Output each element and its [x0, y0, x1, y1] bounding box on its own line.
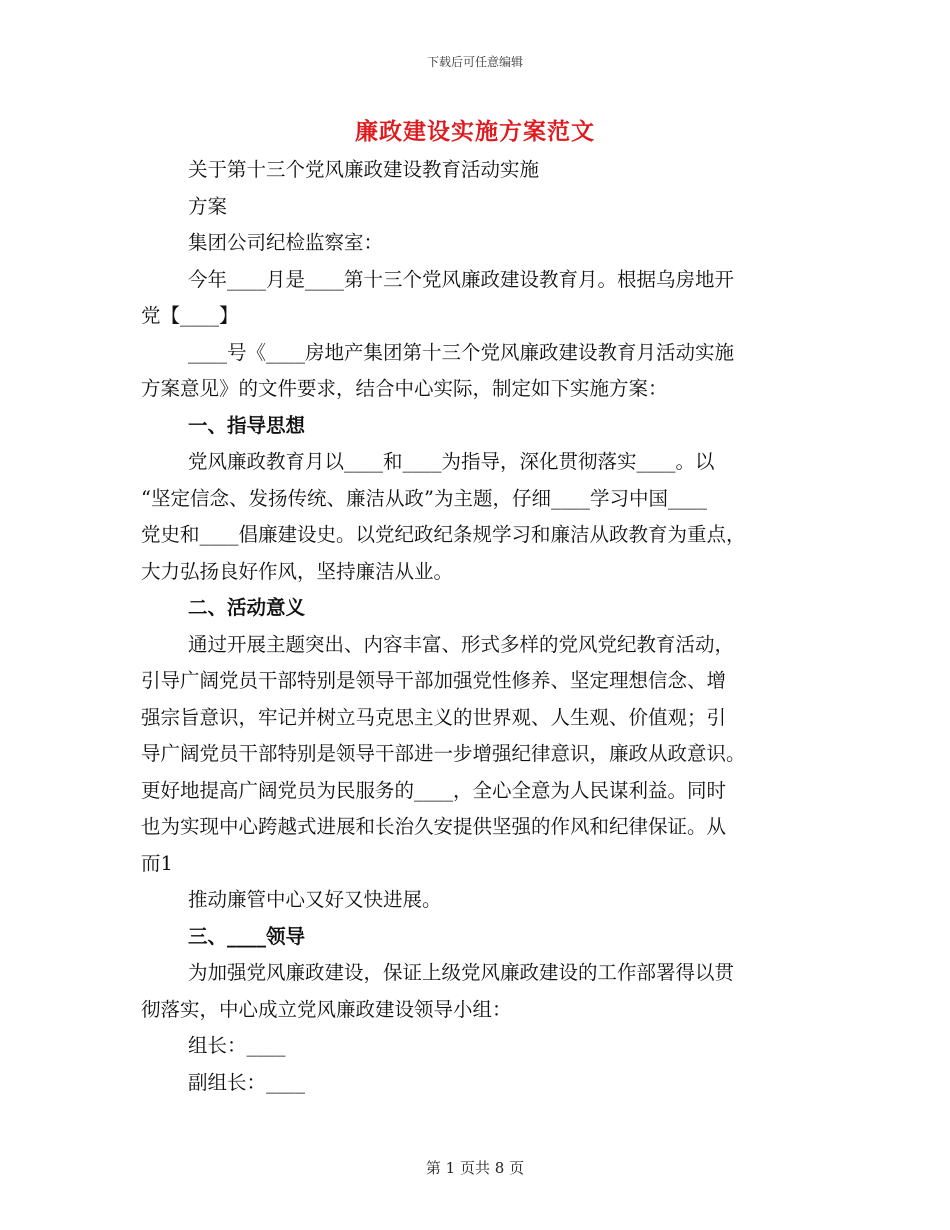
page-footer: 第 1 页共 8 页: [425, 1159, 525, 1177]
section-heading: 一、指导思想: [188, 413, 306, 437]
document-title: 廉政建设实施方案范文: [355, 118, 595, 145]
paragraph-line: 党【____】: [141, 304, 239, 327]
paragraph-line: 强宗旨意识，牢记并树立马克思主义的世界观、人生观、价值观；引: [141, 705, 727, 729]
page-header: 下载后可任意编辑: [426, 55, 523, 69]
paragraph-line: 今年____月是____第十三个党风廉政建设教育月。根据乌房地开: [188, 267, 735, 291]
paragraph-line: 推动廉管中心又好又快进展。: [188, 888, 442, 911]
paragraph-line: 引导广阔党员干部特别是领导干部加强党性修养、坚定理想信念、增: [141, 669, 727, 692]
paragraph-line: 通过开展主题突出、内容丰富、形式多样的党风党纪教育活动，: [188, 632, 735, 656]
paragraph-line: 更好地提高广阔党员为民服务的____，全心全意为人民谋利益。同时: [141, 778, 727, 802]
paragraph-line: 而1: [141, 851, 173, 875]
section-heading: 三、____领导: [188, 924, 306, 948]
paragraph-line: 组长：____: [188, 1034, 286, 1057]
paragraph-line: 副组长：____: [188, 1070, 306, 1094]
paragraph-line: 大力弘扬良好作风，坚持廉洁从业。: [141, 559, 454, 583]
paragraph-line: 为加强党风廉政建设，保证上级党风廉政建设的工作部署得以贯: [188, 961, 735, 984]
section-heading: 二、活动意义: [188, 596, 306, 619]
paragraph-line: “坚定信念、发扬传统、廉洁从政”为主题，仔细____学习中国____: [141, 486, 707, 510]
document-body: [141, 152, 801, 1101]
paragraph-line: ____号《____房地产集团第十三个党风廉政建设教育月活动实施: [188, 340, 735, 364]
paragraph-line: 党史和____倡廉建设史。以党纪政纪条规学习和廉洁从政教育为重点，: [141, 523, 746, 546]
paragraph-line: 也为实现中心跨越式进展和长治久安提供坚强的作风和纪律保证。从: [141, 815, 727, 838]
paragraph-line: 党风廉政教育月以____和____为指导，深化贯彻落实____。以: [188, 450, 715, 473]
paragraph-line: 彻落实，中心成立党风廉政建设领导小组：: [141, 997, 512, 1021]
paragraph-line: 关于第十三个党风廉政建设教育活动实施: [188, 158, 540, 181]
paragraph-line: 集团公司纪检监察室：: [188, 231, 384, 254]
paragraph-line: 方案: [188, 194, 228, 218]
paragraph-line: 方案意见》的文件要求，结合中心实际，制定如下实施方案：: [141, 377, 668, 400]
paragraph-line: 导广阔党员干部特别是领导干部进一步增强纪律意识，廉政从政意识。: [141, 742, 746, 765]
